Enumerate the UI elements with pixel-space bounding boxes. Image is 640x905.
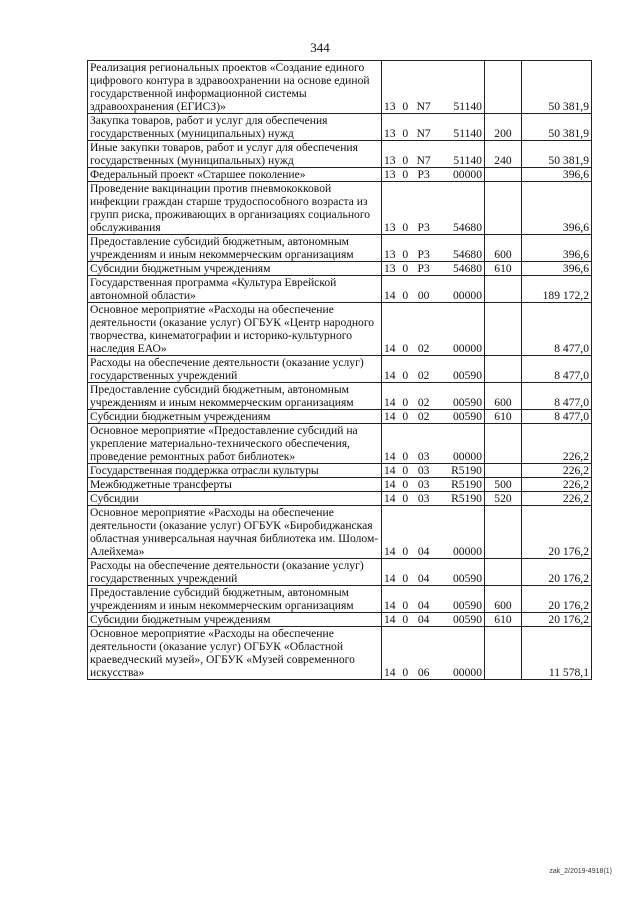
table-row bbox=[88, 61, 592, 114]
code-subprogram: 0 bbox=[402, 396, 409, 409]
code-event: 04 bbox=[417, 572, 430, 585]
row-amount: 226,2 bbox=[522, 424, 592, 464]
code-subprogram: 0 bbox=[402, 545, 409, 558]
row-amount: 226,2 bbox=[522, 478, 592, 492]
table-row bbox=[88, 114, 592, 141]
code-program: 14 bbox=[384, 492, 396, 505]
code-subprogram: 0 bbox=[402, 450, 409, 463]
code-subprogram: 0 bbox=[402, 289, 409, 302]
row-amount: 226,2 bbox=[522, 492, 592, 506]
code-direction: 54680 bbox=[453, 248, 482, 261]
code-program: 14 bbox=[384, 396, 396, 409]
table-row bbox=[88, 424, 592, 464]
code-event: 03 bbox=[417, 478, 430, 491]
row-amount: 20 176,2 bbox=[522, 559, 592, 586]
document-code: zak_2/2019-4918(1) bbox=[549, 868, 612, 875]
code-program: 13 bbox=[384, 154, 396, 167]
code-event: 04 bbox=[417, 545, 430, 558]
row-expense-type bbox=[485, 356, 522, 383]
code-direction: 00000 bbox=[453, 289, 482, 302]
row-name: Основное мероприятие «Расходы на обеспечение деятельности (оказание услуг) ОГБУК «Центр народного творчества, кинематографии и историко-культурного наследия ЕАО» bbox=[88, 303, 382, 356]
code-subprogram: 0 bbox=[402, 127, 409, 140]
budget-table bbox=[87, 60, 592, 680]
row-name: Проведение вакцинации против пневмококковой инфекции граждан старше трудоспособного возраста из групп риска, проживающих в организациях социального обслуживания bbox=[88, 182, 382, 235]
row-expense-type bbox=[485, 61, 522, 114]
code-direction: R5190 bbox=[451, 492, 482, 505]
row-amount: 50 381,9 bbox=[522, 114, 592, 141]
code-subprogram: 0 bbox=[402, 154, 409, 167]
code-direction: 00590 bbox=[453, 410, 482, 423]
row-code bbox=[382, 114, 485, 141]
table-row bbox=[88, 410, 592, 424]
row-name: Государственная поддержка отрасли культуры bbox=[88, 464, 382, 478]
code-direction: 54680 bbox=[453, 221, 482, 234]
row-code bbox=[382, 262, 485, 276]
row-code bbox=[382, 141, 485, 168]
table-row bbox=[88, 613, 592, 627]
row-amount: 396,6 bbox=[522, 262, 592, 276]
row-name: Субсидии бюджетным учреждениям bbox=[88, 613, 382, 627]
row-expense-type bbox=[485, 627, 522, 680]
row-amount: 11 578,1 bbox=[522, 627, 592, 680]
row-amount: 20 176,2 bbox=[522, 613, 592, 627]
code-program: 14 bbox=[384, 666, 396, 679]
row-name: Реализация региональных проектов «Создание единого цифрового контура в здравоохранении на основе единой государственной информационной системы здравоохранения (ЕГИСЗ)» bbox=[88, 61, 382, 114]
code-subprogram: 0 bbox=[402, 248, 409, 261]
row-amount: 226,2 bbox=[522, 464, 592, 478]
row-name: Предоставление субсидий бюджетным, автономным учреждениям и иным некоммерческим организациям bbox=[88, 586, 382, 613]
code-event: 02 bbox=[417, 342, 430, 355]
row-expense-type: 600 bbox=[485, 235, 522, 262]
code-event: 02 bbox=[417, 369, 430, 382]
row-amount: 396,6 bbox=[522, 235, 592, 262]
code-event: 03 bbox=[417, 492, 430, 505]
row-expense-type bbox=[485, 182, 522, 235]
code-program: 14 bbox=[384, 464, 396, 477]
row-amount: 8 477,0 bbox=[522, 410, 592, 424]
code-program: 13 bbox=[384, 127, 396, 140]
code-subprogram: 0 bbox=[402, 262, 409, 275]
code-event: P3 bbox=[417, 221, 430, 234]
code-subprogram: 0 bbox=[402, 599, 409, 612]
row-expense-type: 610 bbox=[485, 613, 522, 627]
row-name: Расходы на обеспечение деятельности (оказание услуг) государственных учреждений bbox=[88, 356, 382, 383]
row-code bbox=[382, 586, 485, 613]
row-name: Предоставление субсидий бюджетным, автономным учреждениям и иным некоммерческим организациям bbox=[88, 235, 382, 262]
row-amount: 50 381,9 bbox=[522, 61, 592, 114]
table-row bbox=[88, 141, 592, 168]
row-expense-type bbox=[485, 506, 522, 559]
table-row bbox=[88, 303, 592, 356]
row-code bbox=[382, 559, 485, 586]
code-program: 13 bbox=[384, 248, 396, 261]
table-row bbox=[88, 586, 592, 613]
row-code bbox=[382, 464, 485, 478]
code-program: 14 bbox=[384, 572, 396, 585]
row-code bbox=[382, 303, 485, 356]
code-direction: 00000 bbox=[453, 666, 482, 679]
code-event: 00 bbox=[417, 289, 430, 302]
row-expense-type: 240 bbox=[485, 141, 522, 168]
row-code bbox=[382, 61, 485, 114]
code-program: 13 bbox=[384, 221, 396, 234]
code-event: N7 bbox=[416, 127, 431, 140]
code-event: 04 bbox=[417, 599, 430, 612]
table-row bbox=[88, 559, 592, 586]
row-name: Основное мероприятие «Расходы на обеспечение деятельности (оказание услуг) ОГБУК «Биробиджанская областная универсальная научная библиотека им. Шолом-Алейхема» bbox=[88, 506, 382, 559]
code-direction: 00000 bbox=[453, 342, 482, 355]
code-direction: 00000 bbox=[453, 168, 482, 181]
code-event: P3 bbox=[417, 248, 430, 261]
code-subprogram: 0 bbox=[402, 613, 409, 626]
row-amount: 50 381,9 bbox=[522, 141, 592, 168]
table-row bbox=[88, 478, 592, 492]
table-row bbox=[88, 356, 592, 383]
code-direction: 51140 bbox=[453, 100, 482, 113]
code-direction: 51140 bbox=[453, 154, 482, 167]
row-code bbox=[382, 506, 485, 559]
code-direction: 51140 bbox=[453, 127, 482, 140]
code-program: 13 bbox=[384, 100, 396, 113]
code-direction: 00590 bbox=[453, 396, 482, 409]
table-row bbox=[88, 262, 592, 276]
table-row bbox=[88, 464, 592, 478]
code-direction: 00590 bbox=[453, 599, 482, 612]
row-expense-type bbox=[485, 303, 522, 356]
code-subprogram: 0 bbox=[402, 342, 409, 355]
code-program: 14 bbox=[384, 342, 396, 355]
row-expense-type bbox=[485, 276, 522, 303]
code-subprogram: 0 bbox=[402, 221, 409, 234]
code-subprogram: 0 bbox=[402, 492, 409, 505]
row-code bbox=[382, 168, 485, 182]
row-expense-type: 610 bbox=[485, 410, 522, 424]
code-event: 03 bbox=[417, 464, 430, 477]
row-code bbox=[382, 492, 485, 506]
code-program: 13 bbox=[384, 262, 396, 275]
budget-table-body bbox=[88, 61, 592, 680]
table-row bbox=[88, 383, 592, 410]
row-name: Расходы на обеспечение деятельности (оказание услуг) государственных учреждений bbox=[88, 559, 382, 586]
code-direction: 54680 bbox=[453, 262, 482, 275]
code-event: 03 bbox=[417, 450, 430, 463]
row-code bbox=[382, 276, 485, 303]
table-row bbox=[88, 276, 592, 303]
code-direction: 00000 bbox=[453, 545, 482, 558]
row-expense-type bbox=[485, 464, 522, 478]
code-subprogram: 0 bbox=[402, 100, 409, 113]
row-amount: 396,6 bbox=[522, 168, 592, 182]
row-name: Основное мероприятие «Предоставление субсидий на укрепление материально-технического обеспечения, проведение ремонтных работ библиотек» bbox=[88, 424, 382, 464]
code-subprogram: 0 bbox=[402, 369, 409, 382]
row-name: Предоставление субсидий бюджетным, автономным учреждениям и иным некоммерческим организациям bbox=[88, 383, 382, 410]
code-program: 14 bbox=[384, 450, 396, 463]
table-row bbox=[88, 627, 592, 680]
row-code bbox=[382, 356, 485, 383]
row-code bbox=[382, 182, 485, 235]
code-event: N7 bbox=[416, 100, 431, 113]
code-direction: 00590 bbox=[453, 572, 482, 585]
row-expense-type bbox=[485, 424, 522, 464]
row-name: Федеральный проект «Старшее поколение» bbox=[88, 168, 382, 182]
row-amount: 20 176,2 bbox=[522, 506, 592, 559]
code-event: P3 bbox=[417, 168, 430, 181]
code-event: 06 bbox=[417, 666, 430, 679]
row-expense-type: 600 bbox=[485, 383, 522, 410]
code-subprogram: 0 bbox=[402, 168, 409, 181]
code-program: 14 bbox=[384, 289, 396, 302]
code-program: 14 bbox=[384, 369, 396, 382]
table-row bbox=[88, 235, 592, 262]
code-direction: 00000 bbox=[453, 450, 482, 463]
code-subprogram: 0 bbox=[402, 464, 409, 477]
row-expense-type: 200 bbox=[485, 114, 522, 141]
code-event: P3 bbox=[417, 262, 430, 275]
code-event: 04 bbox=[417, 613, 430, 626]
row-amount: 8 477,0 bbox=[522, 383, 592, 410]
code-subprogram: 0 bbox=[402, 478, 409, 491]
code-program: 14 bbox=[384, 599, 396, 612]
code-program: 14 bbox=[384, 478, 396, 491]
row-code bbox=[382, 235, 485, 262]
row-expense-type: 500 bbox=[485, 478, 522, 492]
row-expense-type bbox=[485, 168, 522, 182]
row-code bbox=[382, 613, 485, 627]
code-direction: R5190 bbox=[451, 478, 482, 491]
row-name: Иные закупки товаров, работ и услуг для обеспечения государственных (муниципальных) нужд bbox=[88, 141, 382, 168]
code-direction: R5190 bbox=[451, 464, 482, 477]
code-program: 14 bbox=[384, 613, 396, 626]
row-amount: 189 172,2 bbox=[522, 276, 592, 303]
code-direction: 00590 bbox=[453, 369, 482, 382]
row-amount: 8 477,0 bbox=[522, 303, 592, 356]
code-event: 02 bbox=[417, 396, 430, 409]
row-expense-type bbox=[485, 559, 522, 586]
table-row bbox=[88, 168, 592, 182]
code-direction: 00590 bbox=[453, 613, 482, 626]
page-number: 344 bbox=[310, 40, 330, 55]
code-subprogram: 0 bbox=[402, 410, 409, 423]
row-code bbox=[382, 478, 485, 492]
row-code bbox=[382, 627, 485, 680]
row-expense-type: 600 bbox=[485, 586, 522, 613]
table-row bbox=[88, 492, 592, 506]
row-amount: 396,6 bbox=[522, 182, 592, 235]
code-event: N7 bbox=[416, 154, 431, 167]
row-code bbox=[382, 424, 485, 464]
row-amount: 20 176,2 bbox=[522, 586, 592, 613]
row-code bbox=[382, 410, 485, 424]
row-name: Основное мероприятие «Расходы на обеспечение деятельности (оказание услуг) ОГБУК «Областной краеведческий музей», ОГБУК «Музей современного искусства» bbox=[88, 627, 382, 680]
table-row bbox=[88, 182, 592, 235]
row-name: Субсидии бюджетным учреждениям bbox=[88, 262, 382, 276]
code-subprogram: 0 bbox=[402, 666, 409, 679]
row-name: Субсидии бюджетным учреждениям bbox=[88, 410, 382, 424]
row-name: Государственная программа «Культура Еврейской автономной области» bbox=[88, 276, 382, 303]
row-name: Закупка товаров, работ и услуг для обеспечения государственных (муниципальных) нужд bbox=[88, 114, 382, 141]
code-program: 14 bbox=[384, 545, 396, 558]
row-amount: 8 477,0 bbox=[522, 356, 592, 383]
code-program: 13 bbox=[384, 168, 396, 181]
row-name: Субсидии bbox=[88, 492, 382, 506]
row-name: Межбюджетные трансферты bbox=[88, 478, 382, 492]
row-expense-type: 610 bbox=[485, 262, 522, 276]
row-expense-type: 520 bbox=[485, 492, 522, 506]
code-program: 14 bbox=[384, 410, 396, 423]
code-subprogram: 0 bbox=[402, 572, 409, 585]
code-event: 02 bbox=[417, 410, 430, 423]
table-row bbox=[88, 506, 592, 559]
row-code bbox=[382, 383, 485, 410]
